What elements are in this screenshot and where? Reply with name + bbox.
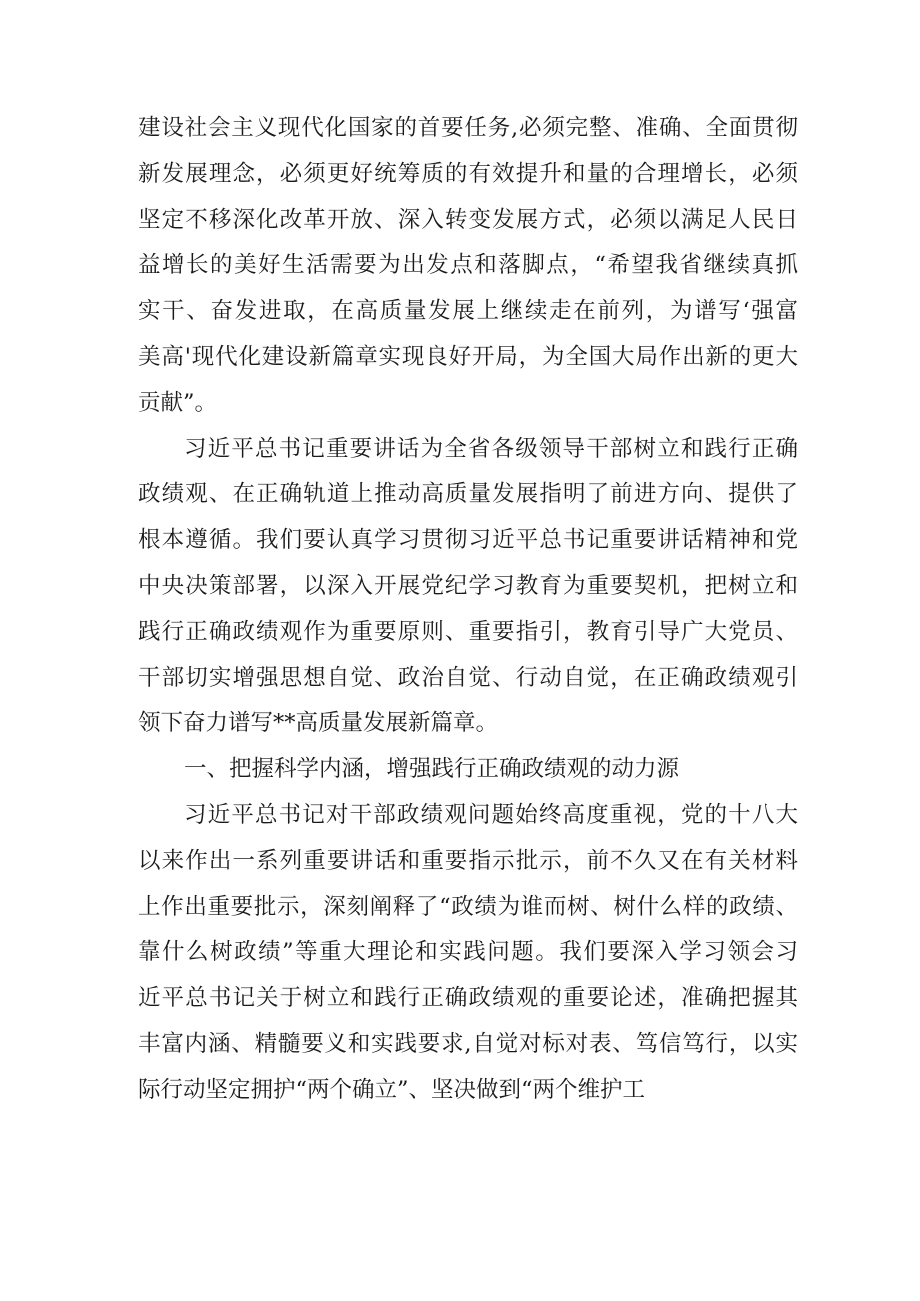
paragraph-line: 实干、奋发进取，在高质量发展上继续走在前列，为谱写‘强富 xyxy=(138,298,798,325)
document-body xyxy=(138,106,798,1114)
section-heading xyxy=(138,747,798,793)
paragraph-line: 丰富内涵、精髓要义和实践要求,自觉对标对表、笃信笃行，以实 xyxy=(138,1030,798,1057)
paragraph-line: 践行正确政绩观作为重要原则、重要指引，教育引导广大党员、 xyxy=(138,618,798,645)
paragraph-line: 美高'现代化建设新篇章实现良好开局，为全国大局作出新的更大 xyxy=(138,343,798,370)
paragraph-line: 领下奋力谱写**高质量发展新篇章。 xyxy=(138,710,499,737)
paragraph-line: 近平总书记关于树立和践行正确政绩观的重要论述，准确把握其 xyxy=(138,985,798,1012)
paragraph-line: 政绩观、在正确轨道上推动高质量发展指明了前进方向、提供了 xyxy=(138,481,798,508)
paragraph-line: 新发展理念，必须更好统筹质的有效提升和量的合理增长，必须 xyxy=(138,160,798,187)
paragraph-1 xyxy=(138,106,798,427)
paragraph-line: 干部切实增强思想自觉、政治自觉、行动自觉，在正确政绩观引 xyxy=(138,664,798,691)
paragraph-line: 靠什么树政绩”等重大理论和实践问题。我们要深入学习领会习 xyxy=(138,939,798,966)
paragraph-line: 坚定不移深化改革开放、深入转变发展方式，必须以满足人民日 xyxy=(138,206,798,233)
paragraph-line: 根本遵循。我们要认真学习贯彻习近平总书记重要讲话精神和党 xyxy=(138,527,798,554)
paragraph-line: 习近平总书记对干部政绩观问题始终高度重视，党的十八大 xyxy=(184,801,798,828)
paragraph-line: 以来作出一系列重要讲话和重要指示批示，前不久又在有关材料 xyxy=(138,847,798,874)
paragraph-3 xyxy=(138,793,798,1114)
paragraph-line: 贡献”。 xyxy=(138,389,218,416)
paragraph-line: 建设社会主义现代化国家的首要任务,必须完整、准确、全面贯彻 xyxy=(138,115,798,141)
paragraph-line: 中央决策部署，以深入开展党纪学习教育为重要契机，把树立和 xyxy=(138,572,798,599)
paragraph-line: 际行动坚定拥护“两个确立”、坚决做到“两个维护工 xyxy=(138,1076,646,1103)
section-heading-text: 一、把握科学内涵，增强践行正确政绩观的动力源 xyxy=(184,756,680,783)
paragraph-line: 益增长的美好生活需要为出发点和落脚点，“希望我省继续真抓 xyxy=(138,252,798,279)
paragraph-2 xyxy=(138,427,798,748)
paragraph-line: 习近平总书记重要讲话为全省各级领导干部树立和践行正确 xyxy=(184,435,798,462)
paragraph-line: 上作出重要批示，深刻阐释了“政绩为谁而树、树什么样的政绩、 xyxy=(138,893,798,920)
